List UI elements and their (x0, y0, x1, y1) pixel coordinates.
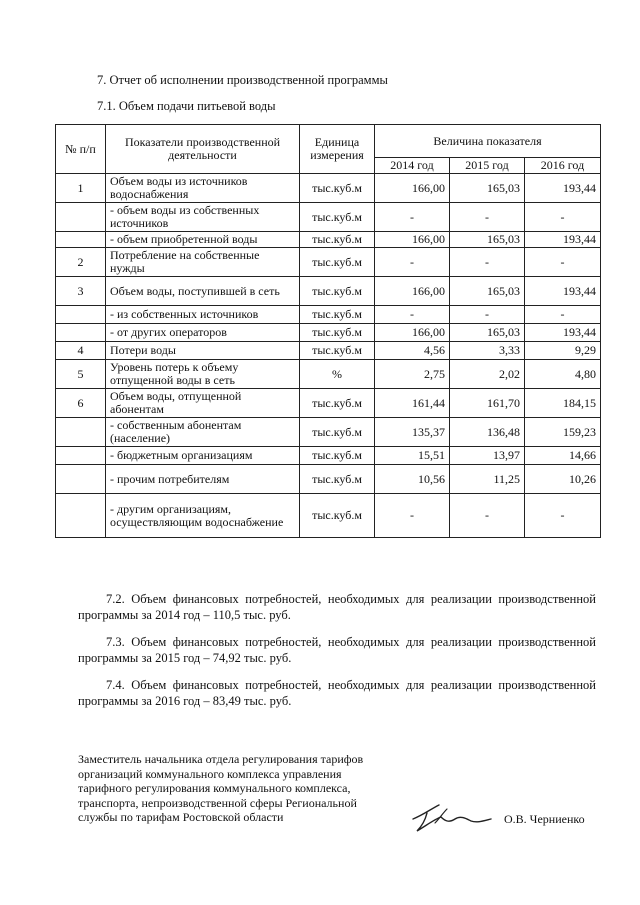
row-value-cell: - (375, 306, 450, 324)
row-indicator-cell: - бюджетным организациям (106, 447, 300, 465)
water-supply-table (55, 124, 601, 538)
row-value-cell: 10,26 (525, 465, 601, 494)
row-num-cell: 1 (56, 174, 106, 203)
row-value-cell: 4,56 (375, 342, 450, 360)
row-value-cell: 13,97 (450, 447, 525, 465)
row-value-cell: - (525, 306, 601, 324)
row-indicator-cell: - другим организациям, осуществляющим водоснабжение (106, 494, 300, 538)
row-value-cell: 10,56 (375, 465, 450, 494)
row-value-cell: 14,66 (525, 447, 601, 465)
table-row (56, 306, 601, 324)
table-row (56, 465, 601, 494)
paragraph-7-2-text: 7.2. Объем финансовых потребностей, необходимых для реализации производственной программы за 2014 год – 110,5 тыс. руб. (78, 592, 596, 622)
footer-line: службы по тарифам Ростовской области (78, 810, 284, 824)
table-row (56, 324, 601, 342)
row-num-cell (56, 494, 106, 538)
row-value-cell: 4,80 (525, 360, 601, 389)
row-value-cell: 2,75 (375, 360, 450, 389)
table-row (56, 418, 601, 447)
subsection-title: 7.1. Объем подачи питьевой воды (97, 99, 276, 113)
table-row (56, 248, 601, 277)
row-unit-cell: тыс.куб.м (300, 277, 375, 306)
table-row (56, 447, 601, 465)
row-num-cell: 4 (56, 342, 106, 360)
row-num-cell (56, 232, 106, 248)
row-num-cell: 2 (56, 248, 106, 277)
row-indicator-cell: - от других операторов (106, 324, 300, 342)
row-indicator-cell: Объем воды, отпущенной абонентам (106, 389, 300, 418)
row-value-cell: 161,44 (375, 389, 450, 418)
header-value-group: Величина показателя (375, 125, 601, 158)
row-unit-cell: тыс.куб.м (300, 342, 375, 360)
header-year-2014: 2014 год (375, 158, 450, 174)
row-value-cell: - (450, 306, 525, 324)
row-value-cell: 159,23 (525, 418, 601, 447)
signature-icon (405, 797, 495, 837)
row-value-cell: 11,25 (450, 465, 525, 494)
row-indicator-cell: - объем воды из собственных источников (106, 203, 300, 232)
paragraph-7-4-text: 7.4. Объем финансовых потребностей, необходимых для реализации производственной программы за 2016 год – 83,49 тыс. руб. (78, 678, 596, 708)
table-row (56, 277, 601, 306)
row-indicator-cell: Объем воды, поступившей в сеть (106, 277, 300, 306)
table-row (56, 360, 601, 389)
row-value-cell: 166,00 (375, 277, 450, 306)
row-unit-cell: тыс.куб.м (300, 324, 375, 342)
row-num-cell (56, 447, 106, 465)
row-value-cell: 15,51 (375, 447, 450, 465)
row-value-cell: 166,00 (375, 174, 450, 203)
row-num-cell: 3 (56, 277, 106, 306)
table-row (56, 203, 601, 232)
header-num: № п/п (56, 125, 106, 174)
row-unit-cell: тыс.куб.м (300, 465, 375, 494)
table-row (56, 342, 601, 360)
row-indicator-cell: Потребление на собственные нужды (106, 248, 300, 277)
row-value-cell: 166,00 (375, 324, 450, 342)
row-value-cell: 193,44 (525, 174, 601, 203)
row-unit-cell: тыс.куб.м (300, 232, 375, 248)
row-value-cell: - (450, 203, 525, 232)
footer-line: транспорта, непроизводственной сферы Региональной (78, 795, 357, 810)
row-value-cell: - (450, 248, 525, 277)
footer-line: тарифного регулирования коммунального комплекса, (78, 781, 351, 795)
row-value-cell: 193,44 (525, 277, 601, 306)
footer-line: Заместитель начальника отдела регулирования тарифов (78, 752, 364, 766)
section-title: 7. Отчет об исполнении производственной программы (97, 73, 388, 87)
row-num-cell: 6 (56, 389, 106, 418)
row-value-cell: - (525, 203, 601, 232)
signatory-name: О.В. Черниенко (504, 812, 585, 826)
row-unit-cell: тыс.куб.м (300, 248, 375, 277)
row-indicator-cell: Уровень потерь к объему отпущенной воды в сеть (106, 360, 300, 389)
row-value-cell: 184,15 (525, 389, 601, 418)
row-value-cell: 135,37 (375, 418, 450, 447)
row-value-cell: 2,02 (450, 360, 525, 389)
row-value-cell: - (375, 248, 450, 277)
row-value-cell: 161,70 (450, 389, 525, 418)
row-indicator-cell: - из собственных источников (106, 306, 300, 324)
row-value-cell: 165,03 (450, 174, 525, 203)
row-value-cell: 3,33 (450, 342, 525, 360)
row-unit-cell: % (300, 360, 375, 389)
row-num-cell (56, 203, 106, 232)
row-unit-cell: тыс.куб.м (300, 494, 375, 538)
footer-line: организаций коммунального комплекса управления (78, 766, 342, 781)
row-num-cell (56, 465, 106, 494)
header-year-2016: 2016 год (525, 158, 601, 174)
row-value-cell: 193,44 (525, 232, 601, 248)
row-value-cell: 136,48 (450, 418, 525, 447)
header-unit: Единица измерения (300, 125, 375, 174)
row-unit-cell: тыс.куб.м (300, 306, 375, 324)
row-value-cell: 165,03 (450, 232, 525, 248)
row-unit-cell: тыс.куб.м (300, 203, 375, 232)
header-year-2015: 2015 год (450, 158, 525, 174)
row-unit-cell: тыс.куб.м (300, 174, 375, 203)
row-value-cell: 9,29 (525, 342, 601, 360)
row-indicator-cell: Потери воды (106, 342, 300, 360)
table-row (56, 232, 601, 248)
footer-position (78, 752, 408, 825)
row-value-cell: 193,44 (525, 324, 601, 342)
row-num-cell (56, 418, 106, 447)
table-row (56, 494, 601, 538)
row-value-cell: 165,03 (450, 324, 525, 342)
paragraph-7-3-text: 7.3. Объем финансовых потребностей, необходимых для реализации производственной программы за 2015 год – 74,92 тыс. руб. (78, 635, 596, 665)
row-value-cell: - (525, 494, 601, 538)
header-indicator: Показатели производственной деятельности (106, 125, 300, 174)
paragraph-7-2 (78, 591, 596, 623)
row-indicator-cell: Объем воды из источников водоснабжения (106, 174, 300, 203)
table-row (56, 389, 601, 418)
row-unit-cell: тыс.куб.м (300, 447, 375, 465)
row-value-cell: - (375, 203, 450, 232)
row-num-cell: 5 (56, 360, 106, 389)
row-indicator-cell: - собственным абонентам (население) (106, 418, 300, 447)
row-unit-cell: тыс.куб.м (300, 418, 375, 447)
row-num-cell (56, 324, 106, 342)
row-value-cell: - (450, 494, 525, 538)
row-value-cell: - (375, 494, 450, 538)
row-num-cell (56, 306, 106, 324)
row-value-cell: 165,03 (450, 277, 525, 306)
row-value-cell: - (525, 248, 601, 277)
row-unit-cell: тыс.куб.м (300, 389, 375, 418)
row-indicator-cell: - прочим потребителям (106, 465, 300, 494)
row-indicator-cell: - объем приобретенной воды (106, 232, 300, 248)
paragraph-7-3 (78, 634, 596, 666)
table-row (56, 174, 601, 203)
paragraph-7-4 (78, 677, 596, 709)
row-value-cell: 166,00 (375, 232, 450, 248)
